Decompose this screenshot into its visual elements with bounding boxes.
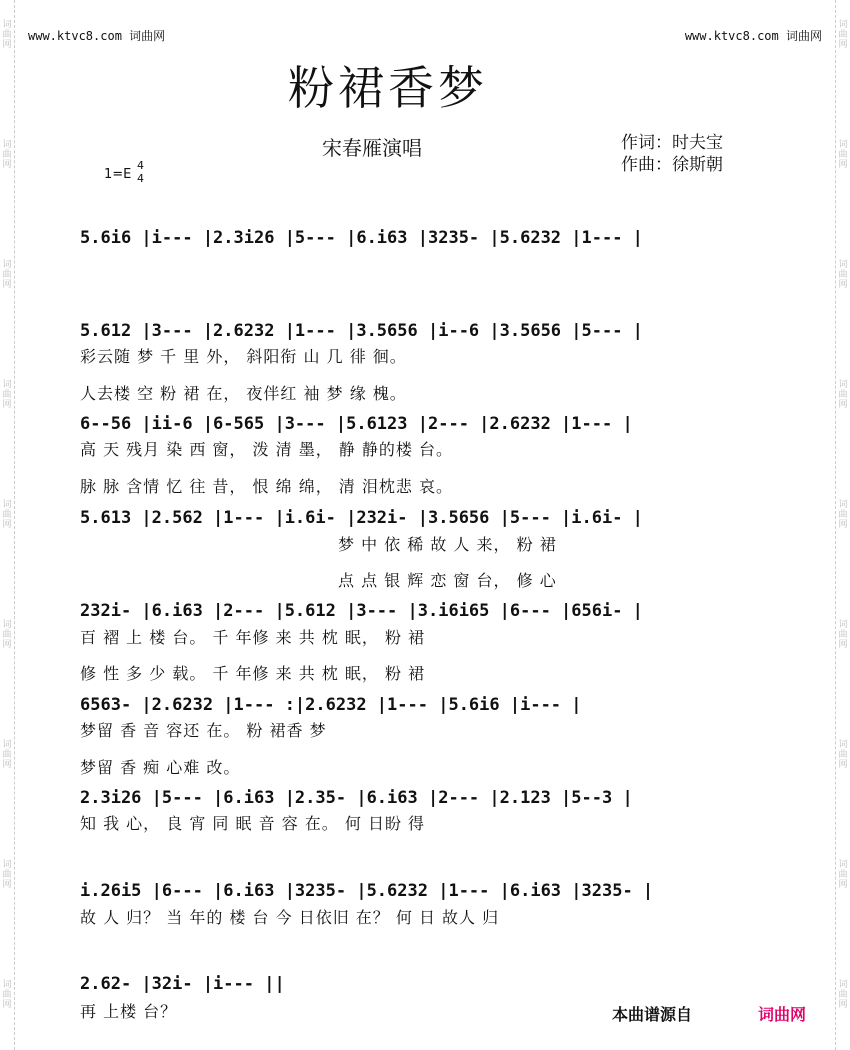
side-watermark: 词曲网	[2, 260, 12, 290]
notation-line-1: 5.6i6 |i--- |2.3i26 |5--- |6.i63 |3235- |5.6232 |1--- |	[80, 228, 643, 248]
lyric-line: 点 点 银 辉 恋 窗 台， 修 心	[338, 571, 557, 590]
lyric-line: 再 上楼 台？	[80, 1002, 178, 1021]
lyric-line: 高 天 残月 染 西 窗， 泼 清 墨， 静 静的楼 台。	[80, 440, 453, 459]
side-watermark: 词曲网	[2, 20, 12, 50]
side-watermark: 词曲网	[838, 860, 848, 890]
side-watermark: 词曲网	[838, 380, 848, 410]
side-watermark: 词曲网	[838, 980, 848, 1010]
side-watermark: 词曲网	[838, 620, 848, 650]
side-watermark: 词曲网	[2, 740, 12, 770]
lyricist-credit: 作词：时夫宝	[621, 133, 723, 153]
notation-line-2: 5.612 |3--- |2.6232 |1--- |3.5656 |i--6 |3.5656 |5--- |	[80, 321, 643, 341]
side-watermark: 词曲网	[2, 980, 12, 1010]
right-watermark-strip	[835, 0, 850, 1050]
time-signature	[137, 159, 144, 185]
key-signature: 1=E	[104, 167, 132, 182]
site-url: www.ktvc8.com	[684, 29, 779, 43]
side-watermark: 词曲网	[838, 260, 848, 290]
notation-line-9: 2.62- |32i- |i--- ||	[80, 974, 285, 994]
notation-line-4: 5.613 |2.562 |1--- |i.6i- |232i- |3.5656 |5--- |i.6i- |	[80, 508, 643, 528]
notation-line-7: 2.3i26 |5--- |6.i63 |2.35- |6.i63 |2--- |2.123 |5--3 |	[80, 788, 633, 808]
site-url: www.ktvc8.com	[28, 29, 122, 43]
side-watermark: 词曲网	[2, 140, 12, 170]
notation-line-6: 6563- |2.6232 |1--- :|2.6232 |1--- |5.6i6 |i--- |	[80, 695, 582, 715]
side-watermark: 词曲网	[838, 140, 848, 170]
side-watermark: 词曲网	[2, 380, 12, 410]
side-watermark: 词曲网	[2, 860, 12, 890]
time-signature-top: 4	[137, 159, 144, 172]
composer-credit: 作曲：徐斯朝	[621, 155, 723, 175]
side-watermark: 词曲网	[2, 620, 12, 650]
side-watermark: 词曲网	[838, 20, 848, 50]
lyric-line: 梦留 香 音 容还 在。 粉 裙香 梦	[80, 721, 327, 740]
site-header-right	[685, 27, 822, 44]
side-watermark: 词曲网	[838, 740, 848, 770]
song-title: 粉裙香梦	[288, 61, 488, 115]
side-watermark: 词曲网	[2, 500, 12, 530]
notation-line-3: 6--56 |ii-6 |6-565 |3--- |5.6123 |2--- |2.6232 |1--- |	[80, 414, 633, 434]
time-signature-bottom: 4	[137, 172, 144, 185]
site-name: 词曲网	[129, 29, 166, 43]
lyric-line: 彩云随 梦 千 里 外， 斜阳衔 山 几 徘 徊。	[80, 347, 407, 366]
lyric-line: 脉 脉 含情 忆 往 昔， 恨 绵 绵， 清 泪枕悲 哀。	[80, 477, 453, 496]
site-header-left	[28, 27, 165, 44]
lyric-line: 知 我 心， 良 宵 同 眠 音 容 在。 何 日盼 得	[80, 814, 426, 833]
lyric-line: 故 人 归？ 当 年的 楼 台 今 日依旧 在？ 何 日 故人 归	[80, 908, 500, 927]
source-site-link[interactable]: 词曲网	[758, 1005, 807, 1024]
lyric-line: 梦留 香 痴 心难 改。	[80, 758, 241, 777]
site-name: 词曲网	[785, 29, 822, 43]
lyric-line: 修 性 多 少 载。 千 年修 来 共 枕 眠， 粉 裙	[80, 664, 426, 683]
notation-line-5: 232i- |6.i63 |2--- |5.612 |3--- |3.i6i65 |6--- |656i- |	[80, 601, 643, 621]
side-watermark: 词曲网	[838, 500, 848, 530]
lyric-line: 梦 中 依 稀 故 人 来， 粉 裙	[338, 535, 557, 554]
notation-line-8: i.26i5 |6--- |6.i63 |3235- |5.6232 |1--- |6.i63 |3235- |	[80, 881, 654, 901]
singer-credit: 宋春雁演唱	[322, 136, 422, 160]
source-label: 本曲谱源自	[612, 1005, 693, 1024]
lyric-line: 百 褶 上 楼 台。 千 年修 来 共 枕 眠， 粉 裙	[80, 628, 426, 647]
lyric-line: 人去楼 空 粉 裙 在， 夜伴红 袖 梦 缘 槐。	[80, 384, 407, 403]
left-watermark-strip	[0, 0, 15, 1050]
